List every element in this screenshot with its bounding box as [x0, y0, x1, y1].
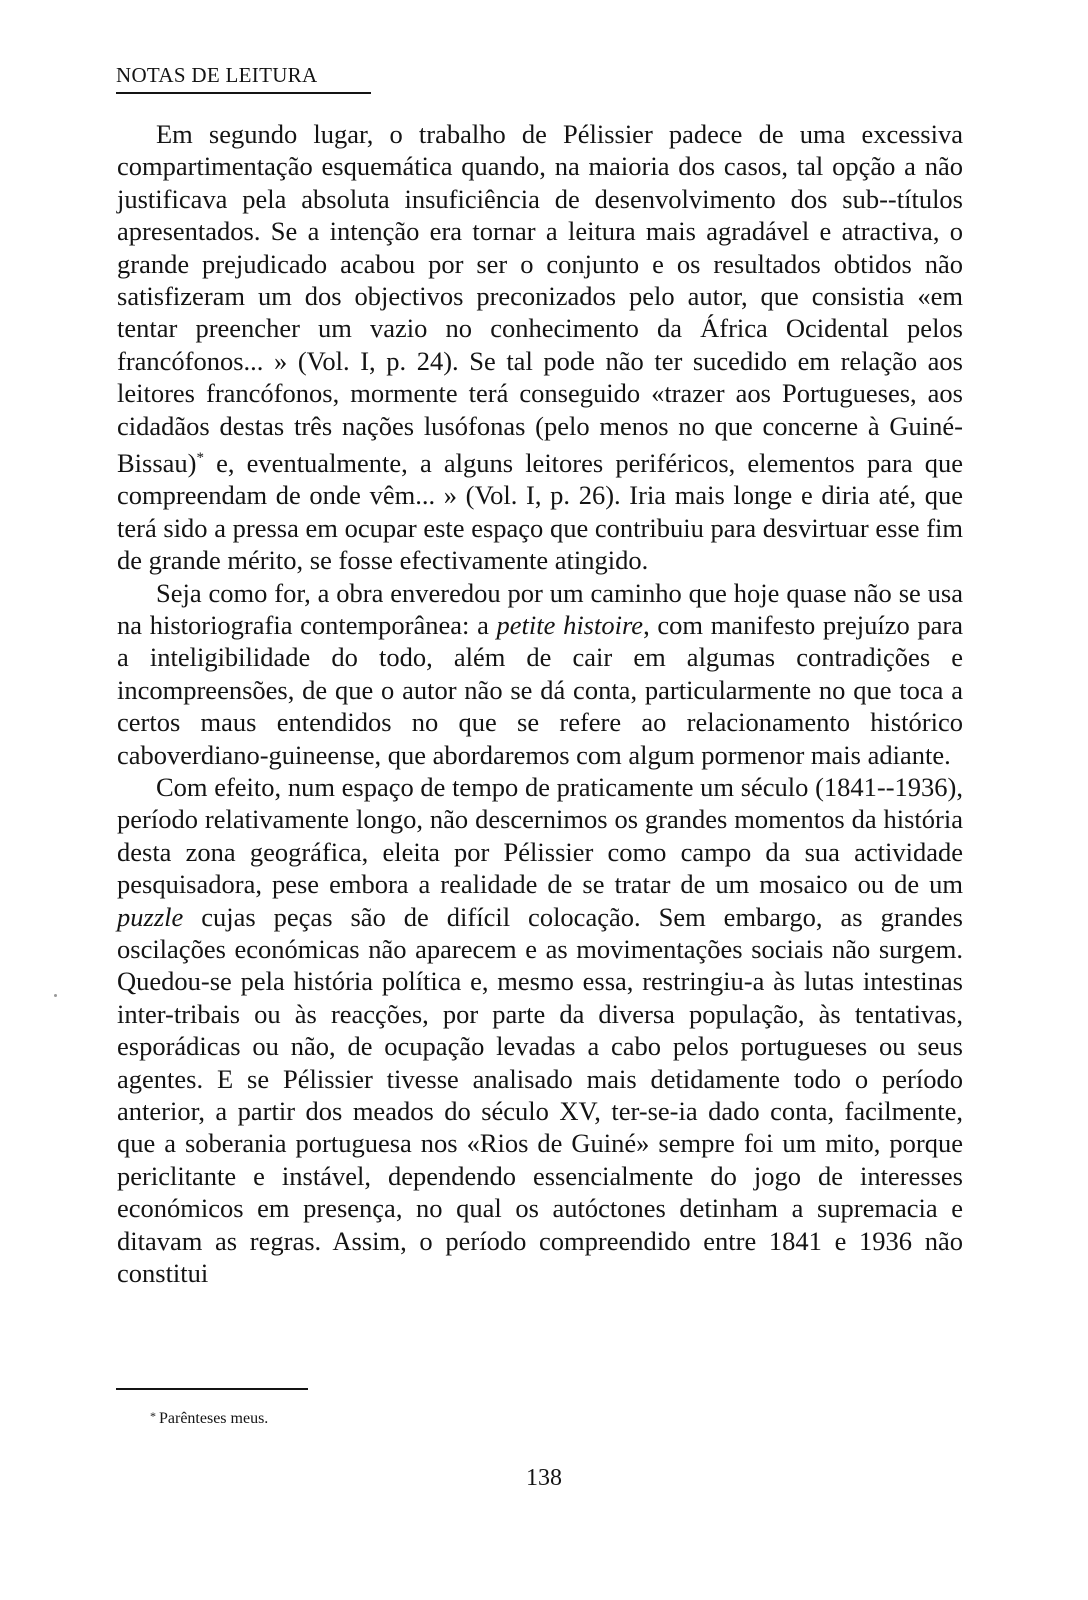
paragraph-1-text-a: Em segundo lugar, o trabalho de Pélissier padece de uma excessiva compartimentação esquemática quando, na maioria dos casos, tal opção a não justificava pela absoluta insuficiência de desenvolvimento dos sub--títulos apresentados. Se a intenção era tornar a leitura mais agradável e atractiva, o grande prejudicado acabou por ser o conjunto e os resultados obtidos não satisfizeram um dos objectivos preconizados pelo autor, que consistia «em tentar preencher um vazio no conhecimento da África Ocidental pelos francófonos... » (Vol. I, p. 24). Se tal pode não ter sucedido em relação aos leitores francófonos, mormente terá conseguido «trazer aos Portugueses, aos cidadãos destas três nações lusófonas (pelo menos no que concerne à Guiné-Bissau): [117, 119, 963, 478]
scan-speck: [54, 994, 57, 997]
footnote: [150, 1406, 268, 1429]
running-head-underline: [116, 92, 371, 94]
footnote-separator: [116, 1388, 308, 1390]
footnote-text: Parênteses meus.: [159, 1410, 269, 1427]
paragraph-1: [117, 118, 963, 577]
paragraph-3-text-a: Com efeito, num espaço de tempo de praticamente um século (1841--1936), período relativamente longo, não descernimos os grandes momentos da história desta zona geográfica, eleita por Pélissier como campo da sua actividade pesquisadora, pese embora a realidade de se tratar de um mosaico ou de um: [117, 771, 963, 900]
paragraph-3-italic-term: puzzle: [117, 901, 184, 932]
paragraph-2-text-b: , com manifesto prejuízo para a inteligibilidade do todo, além de cair em algumas contradições e incompreensões, de que o autor não se dá conta, particularmente no que toca a certos maus entendidos no que se refere ao relacionamento histórico caboverdiano-guineense, que abordaremos com algum pormenor mais adiante.: [117, 609, 963, 770]
paragraph-1-text-b: e, eventualmente, a alguns leitores periféricos, elementos para que compreendam de onde vêm... » (Vol. I, p. 26). Iria mais longe e diria até, que terá sido a pressa em ocupar este espaço que contribuiu para desvirtuar esse fim de grande mérito, se fosse efectivamente atingido.: [117, 447, 963, 576]
body-text: [117, 118, 963, 1289]
paragraph-2-text-a: Seja como for, a obra enveredou por um caminho que hoje quase não se usa na historiografia contemporânea: a: [117, 577, 963, 640]
page-number: 138: [526, 1465, 562, 1491]
paragraph-3: [117, 771, 963, 1290]
paragraph-2: [117, 577, 963, 771]
running-head: NOTAS DE LEITURA: [116, 63, 318, 87]
footnote-reference: *: [196, 450, 204, 467]
paragraph-3-text-b: cujas peças são de difícil colocação. Sem embargo, as grandes oscilações económicas não aparecem e as movimentações sociais não surgem. Quedou-se pela história política e, mesmo essa, restringiu-a às lutas intestinas inter-tribais ou às reacções, por parte da diversa população, às tentativas, esporádicas ou não, de ocupação levadas a cabo pelos portugueses ou seus agentes. E se Pélissier tivesse analisado mais detidamente todo o período anterior, a partir dos meados do século XV, ter-se-ia dado conta, facilmente, que a soberania portuguesa nos «Rios de Guiné» sempre foi um mito, porque periclitante e instável, dependendo essencialmente do jogo de interesses económicos em presença, no qual os autóctones detinham a supremacia e ditavam as regras. Assim, o período compreendido entre 1841 e 1936 não constitui: [117, 901, 963, 1289]
footnote-mark: *: [150, 1409, 156, 1423]
paragraph-2-italic-term: petite histoire: [496, 609, 644, 640]
